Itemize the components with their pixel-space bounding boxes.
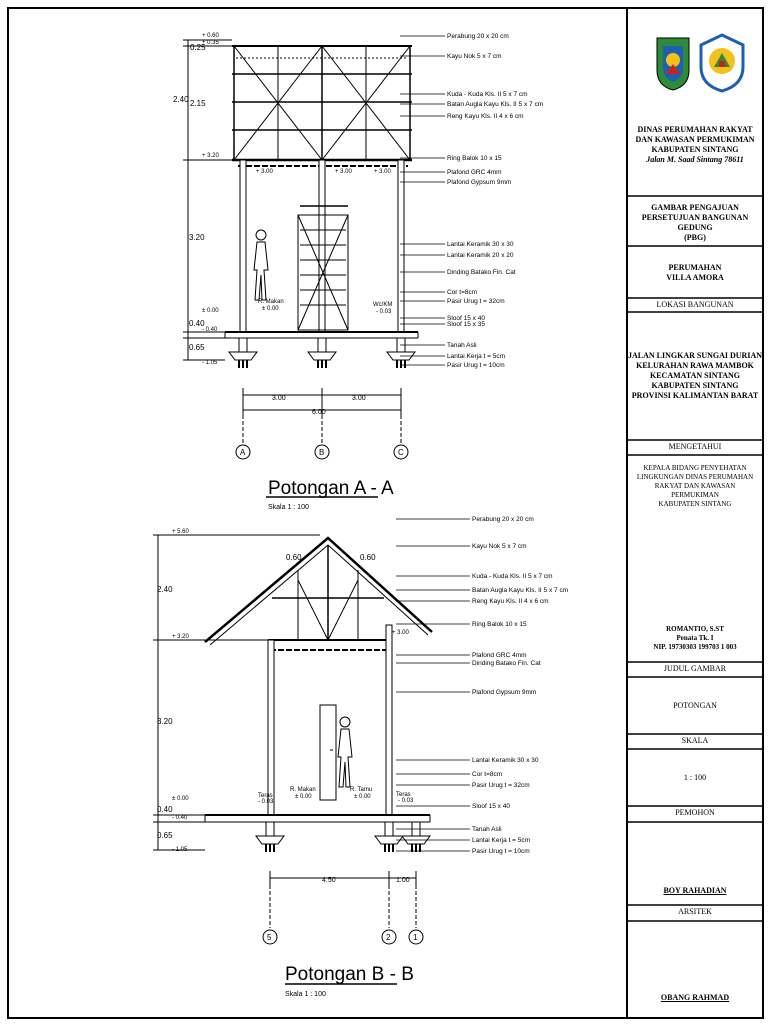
room-bb-0-level: - 0.03 xyxy=(258,799,274,805)
bb-callout-6: Plafond GRC 4mm xyxy=(472,652,527,659)
room-aa-0-level: ± 0.00 xyxy=(262,306,279,312)
location-label: LOKASI BANGUNAN xyxy=(656,300,734,309)
approver: ROMANTIO, S.ST Penata Tk. I NIP. 19730303 199703 1 003 xyxy=(653,624,737,651)
bb-callout-3: Batan Augla Kayu Kls. II 5 x 7 cm xyxy=(472,587,569,594)
agency-logo-icon xyxy=(699,33,745,93)
human-scale-figure-bb xyxy=(338,717,352,787)
room-bb-1-level: ± 0.00 xyxy=(295,794,312,800)
aa-footing-2 xyxy=(387,338,415,368)
level-bb-0: + 5.60 xyxy=(172,529,189,535)
height-aa-5: 0.65 xyxy=(189,343,205,352)
level-aa-5: - 0.40 xyxy=(202,327,218,333)
section-b-b xyxy=(153,519,470,984)
bb-callout-12: Sloof 15 x 40 xyxy=(472,803,510,810)
height-aa-3: 3.20 xyxy=(189,233,205,242)
aa-callout-8: Lantai Keramik 30 x 30 xyxy=(447,241,514,248)
grid-aa-1: B xyxy=(319,448,325,457)
aa-callout-11: Cor t=8cm xyxy=(447,289,478,296)
bb-callout-7: Dinding Batako Fin. Cat xyxy=(472,660,541,667)
drawing-type: GAMBAR PENGAJUAN PERSETUJUAN BANGUNAN GEDUNG (PBG) xyxy=(641,203,749,242)
dim-aa-1: 3.00 xyxy=(352,395,366,402)
room-aa-1: Wc/KM xyxy=(373,302,393,308)
height-bb-3: 0.65 xyxy=(157,831,173,840)
dim-bb-1: 1.00 xyxy=(396,877,410,884)
bb-callout-1: Kayu Nok 5 x 7 cm xyxy=(472,543,527,550)
aa-callout-17: Pasir Urug t = 10cm xyxy=(447,362,505,369)
architect: OBANG RAHMAD xyxy=(660,993,730,1002)
room-bb-2: R. Tamu xyxy=(350,787,373,793)
aa-callout-1: Kayu Nok 5 x 7 cm xyxy=(447,53,502,60)
project-name: PERUMAHAN VILLA AMORA xyxy=(666,263,724,282)
foundations-bb xyxy=(256,822,430,852)
dim-aa-2: 6.00 xyxy=(312,409,326,416)
height-aa-1: 2.40 xyxy=(173,95,189,104)
room-bb-0: Teras xyxy=(258,793,273,799)
room-bb-1: R. Makan xyxy=(290,787,316,793)
aa-callout-3: Batan Augla Kayu Kls. II 5 x 7 cm xyxy=(447,101,544,108)
foundations-aa xyxy=(229,338,415,368)
height-bb-2: 0.40 xyxy=(157,805,173,814)
drawing-title-label: JUDUL GAMBAR xyxy=(663,664,727,673)
room-aa-0: R. Makan xyxy=(258,299,284,305)
height-bb-1: 3.20 xyxy=(157,717,173,726)
aa-callout-12: Pasir Urug t = 32cm xyxy=(447,298,505,305)
level-aa-4: ± 0.00 xyxy=(202,308,219,314)
grid-bb-1: 2 xyxy=(386,933,391,942)
ceiling-level-aa-0: + 3.00 xyxy=(256,169,273,175)
dim-bb-0: 4.50 xyxy=(322,877,336,884)
aa-footing-0 xyxy=(229,338,257,368)
bb-callout-10: Cor t=8cm xyxy=(472,771,503,778)
aa-callout-0: Perabung 20 x 20 cm xyxy=(447,33,509,40)
grid-aa-2: C xyxy=(398,448,404,457)
dim-aa-0: 3.00 xyxy=(272,395,286,402)
room-aa-1-level: - 0.03 xyxy=(376,309,392,315)
section-a-a xyxy=(183,36,445,497)
bb-callout-5: Ring Balok 10 x 15 xyxy=(472,621,527,628)
regency-logo-icon xyxy=(653,34,693,92)
height-aa-2: 2.15 xyxy=(190,99,206,108)
roof-overhang-bb-0: 0.60 xyxy=(286,553,302,562)
owner-label: PEMOHON xyxy=(675,808,715,817)
bb-callout-2: Kuda - Kuda Kls. II 5 x 7 cm xyxy=(472,573,553,580)
agency-name: DINAS PERUMAHAN RAKYAT DAN KAWASAN PERMUKIMAN KABUPATEN SINTANG Jalan M. Saad Sintang 78611 xyxy=(635,125,755,164)
level-aa-0: + 0.60 xyxy=(202,33,219,39)
room-bb-2-level: ± 0.00 xyxy=(354,794,371,800)
ceiling-level-aa-1: + 3.00 xyxy=(335,169,352,175)
height-bb-0: 2.40 xyxy=(157,585,173,594)
approver-title: KEPALA BIDANG PENYEHATAN LINGKUNGAN DINAS PERUMAHAN RAKYAT DAN KAWASAN PERMUKIMAN KABUPATEN SINTANG xyxy=(636,463,754,508)
human-scale-figure-aa xyxy=(254,230,268,300)
level-bb-4: - 1.05 xyxy=(172,847,188,853)
grid-bb-2: 1 xyxy=(413,933,418,942)
bb-callout-9: Lantai Keramik 30 x 30 xyxy=(472,757,539,764)
grid-aa-0: A xyxy=(240,448,246,457)
bb-footing-1 xyxy=(375,822,403,852)
section-aa-scale: Skala 1 : 100 xyxy=(268,504,309,511)
level-bb-2: ± 0.00 xyxy=(172,796,189,802)
aa-callout-13: Sloof 15 x 40 xyxy=(447,315,485,322)
aa-callout-10: Dinding Batako Fin. Cat xyxy=(447,269,516,276)
section-bb-title: Potongan B - B xyxy=(285,964,414,985)
level-bb-1: + 3.20 xyxy=(172,634,189,640)
bb-footing-0 xyxy=(256,822,284,852)
title-block xyxy=(627,8,763,1018)
level-aa-1: + 0.35 xyxy=(202,40,219,46)
ceiling-level-aa-2: + 3.00 xyxy=(374,169,391,175)
bb-callout-15: Pasir Urug t = 10cm xyxy=(472,848,530,855)
aa-callout-4: Reng Kayu Kls. II 4 x 6 cm xyxy=(447,113,524,120)
owner: BOY RAHADIAN xyxy=(663,886,727,895)
room-bb-3-level: - 0.03 xyxy=(398,798,414,804)
aa-callout-5: Ring Balok 10 x 15 xyxy=(447,155,502,162)
level-aa-2: + 3.20 xyxy=(202,153,219,159)
aa-footing-1 xyxy=(308,338,336,368)
grid-bb-0: 5 xyxy=(267,933,272,942)
bb-callout-11: Pasir Urug t = 32cm xyxy=(472,782,530,789)
approved-label: MENGETAHUI xyxy=(668,442,722,451)
aa-callout-2: Kuda - Kuda Kls. II 5 x 7 cm xyxy=(447,91,528,98)
architect-label: ARSITEK xyxy=(678,907,712,916)
height-aa-0: 0.25 xyxy=(190,43,206,52)
aa-callout-15: Tanah Asli xyxy=(447,342,477,349)
scale: 1 : 100 xyxy=(683,772,707,782)
bb-callout-8: Plafond Gypsum 9mm xyxy=(472,689,537,696)
aa-callout-6: Plafond GRC 4mm xyxy=(447,169,502,176)
height-aa-4: 0.40 xyxy=(189,319,205,328)
aa-callout-16: Lantai Kerja t = 5cm xyxy=(447,353,505,360)
level-bb-3: - 0.40 xyxy=(172,815,188,821)
aa-callout-14: Sloof 15 x 35 xyxy=(447,321,485,328)
aa-callout-7: Plafond Gypsum 9mm xyxy=(447,179,512,186)
bb-callout-4: Reng Kayu Kls. II 4 x 6 cm xyxy=(472,598,549,605)
drawing-title: POTONGAN xyxy=(673,700,717,710)
section-aa-title: Potongan A - A xyxy=(268,478,394,499)
scale-label: SKALA xyxy=(681,736,709,745)
ceiling-level-bb: + 3.00 xyxy=(392,630,409,636)
bb-footing-2 xyxy=(402,822,430,852)
location: JALAN LINGKAR SUNGAI DURIAN KELURAHAN RAWA MAMBOK KECAMATAN SINTANG KABUPATEN SINTANG PROVINSI KALIMANTAN BARAT xyxy=(627,351,762,400)
section-bb-scale: Skala 1 : 100 xyxy=(285,991,326,998)
bb-callout-13: Tanah Asli xyxy=(472,826,502,833)
room-bb-3: Teras xyxy=(396,792,411,798)
aa-callout-9: Lantai Keramik 20 x 20 xyxy=(447,252,514,259)
bb-callout-14: Lantai Kerja t = 5cm xyxy=(472,837,530,844)
level-aa-6: - 1.05 xyxy=(202,360,218,366)
roof-overhang-bb-1: 0.60 xyxy=(360,553,376,562)
bb-callout-0: Perabung 20 x 20 cm xyxy=(472,516,534,523)
